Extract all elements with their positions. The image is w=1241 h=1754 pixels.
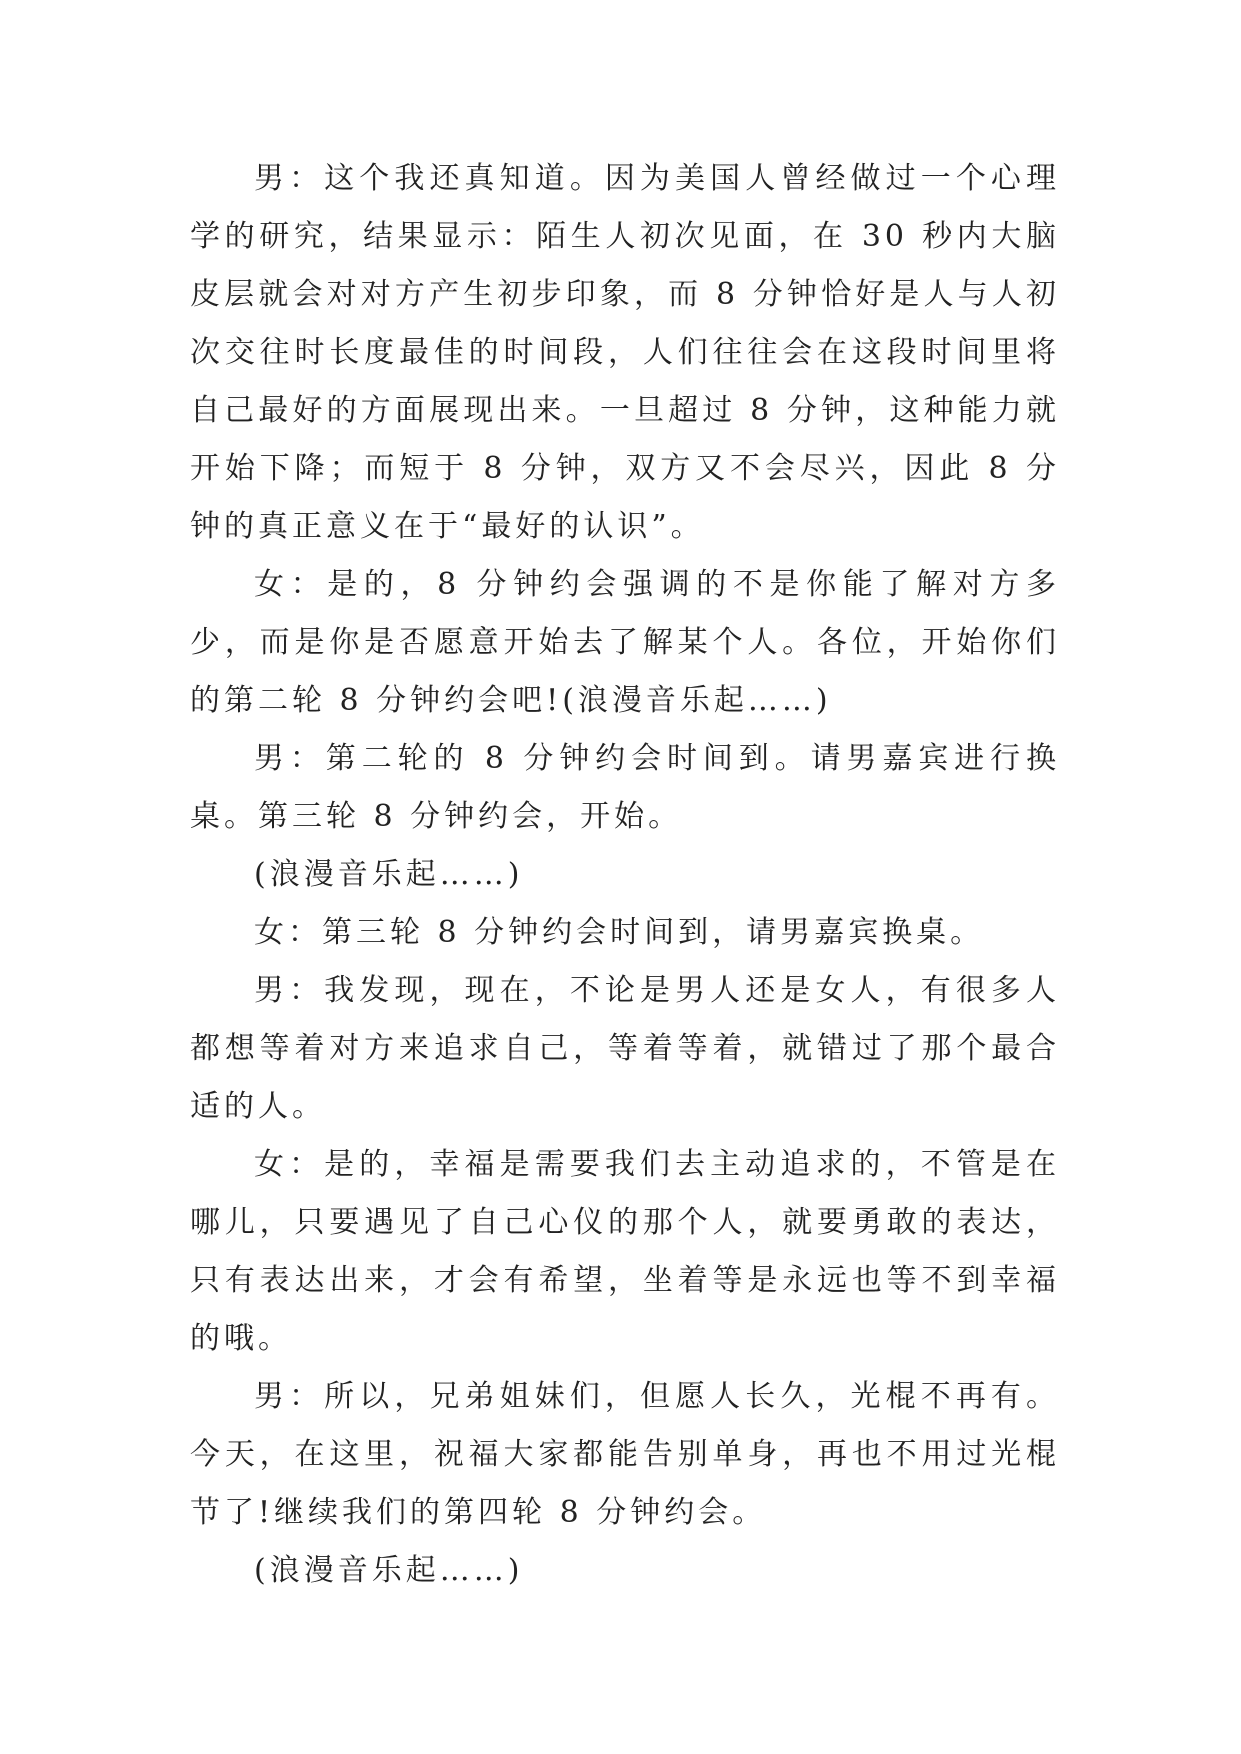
paragraph: 女：第三轮 8 分钟约会时间到，请男嘉宾换桌。 (254, 915, 985, 950)
paragraph: 男：所以，兄弟姐妹们，但愿人长久，光棍不再有。今天，在这里，祝福大家都能告别单身，再也不用过光棍节了!继续我们的第四轮 8 分钟约会。 (190, 1379, 1060, 1530)
paragraph: (浪漫音乐起……) (254, 857, 524, 892)
document-body (190, 150, 1060, 1600)
paragraph: 女：是的，幸福是需要我们去主动追求的，不管是在哪儿，只要遇见了自己心仪的那个人，就要勇敢的表达，只有表达出来，才会有希望，坐着等是永远也等不到幸福的哦。 (190, 1147, 1060, 1356)
paragraph: 男：第二轮的 8 分钟约会时间到。请男嘉宾进行换桌。第三轮 8 分钟约会，开始。 (190, 741, 1060, 834)
paragraph: (浪漫音乐起……) (254, 1553, 524, 1588)
paragraph: 女：是的，8 分钟约会强调的不是你能了解对方多少，而是你是否愿意开始去了解某个人。各位，开始你们的第二轮 8 分钟约会吧!(浪漫音乐起……) (190, 567, 1060, 718)
paragraph: 男：这个我还真知道。因为美国人曾经做过一个心理学的研究，结果显示：陌生人初次见面，在 30 秒内大脑皮层就会对对方产生初步印象，而 8 分钟恰好是人与人初次交往时长度最佳的时间段，人们往往会在这段时间里将自己最好的方面展现出来。一旦超过 8 分钟，这种能力就开始下降；而短于 8 分钟，双方又不会尽兴，因此 8 分钟的真正意义在于“最好的认识”。 (190, 161, 1060, 544)
paragraph: 男：我发现，现在，不论是男人还是女人，有很多人都想等着对方来追求自己，等着等着，就错过了那个最合适的人。 (190, 973, 1060, 1124)
